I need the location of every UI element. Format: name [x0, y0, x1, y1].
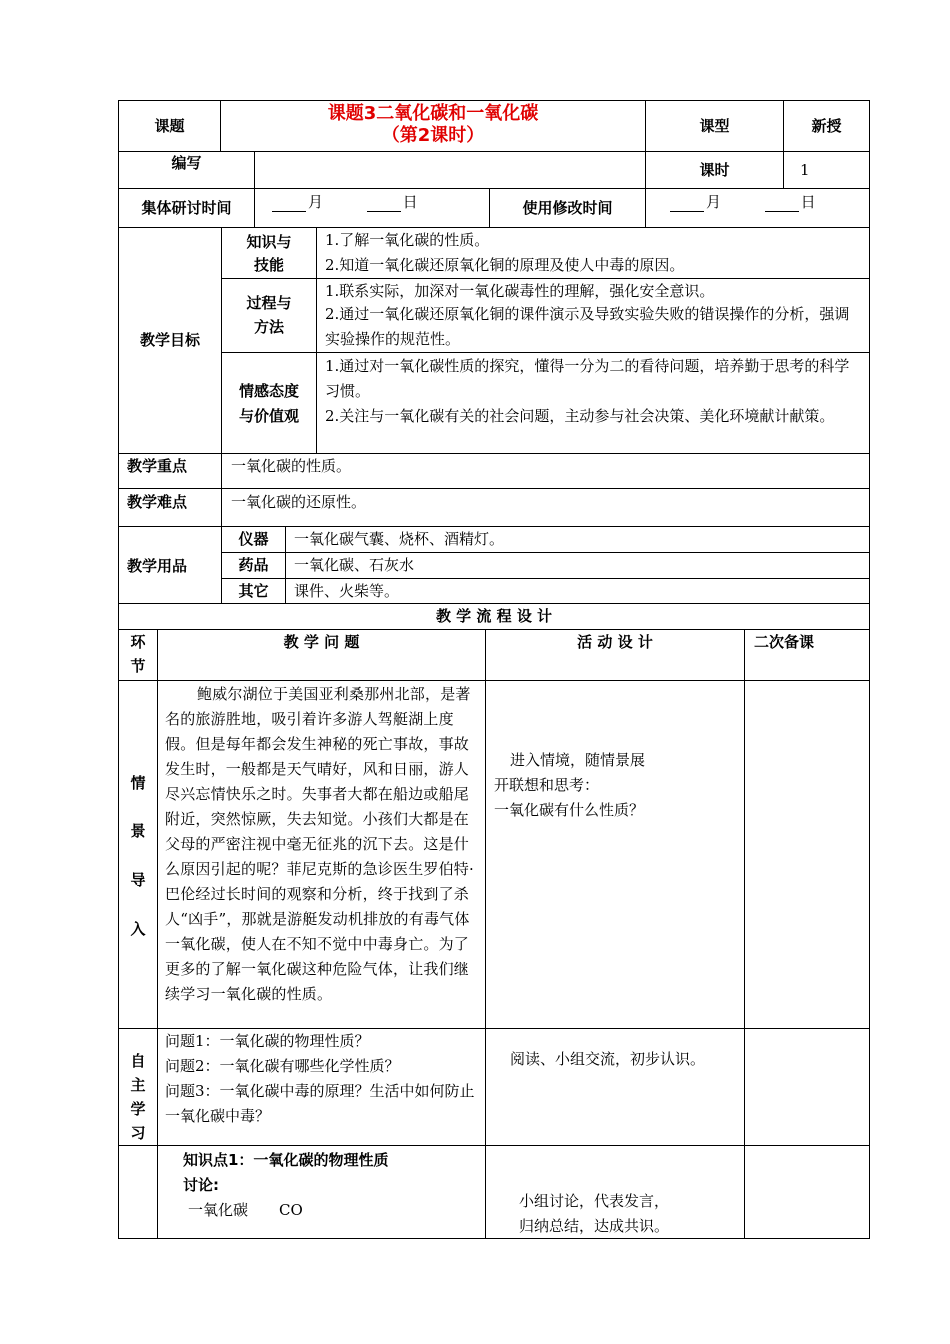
author-label: 编写	[171, 154, 202, 172]
other-value: 课件、火柴等。	[294, 582, 400, 600]
intro-story: 鲍威尔湖位于美国亚利桑那州北部，是著名的旅游胜地，吸引着许多游人驾艇湖上度假。但是每年都会发生神秘的死亡事故，事故发生时，一般都是天气晴好，风和日丽，游人尽兴忘情快乐之时。失事者大都在船边或船尾附近，突然惊厥，失去知觉。小孩们大都是在父母的严密注视中毫无征兆的沉下去。这是什么原因引起的呢？菲尼克斯的急诊医生罗伯特·巴伦经过长时间的观察和分析，终于找到了杀人“凶手”，那就是游艇发动机排放的有毒气体一氧化碳，使人在不知不觉中中毒身亡。为了更多的了解一氧化碳这种危险气体，让我们继续学习一氧化碳的性质。	[165, 685, 474, 1003]
research-date	[272, 192, 418, 212]
lesson-title: 课题3二氧化碳和一氧化碳	[327, 103, 539, 124]
instrument-label: 仪器	[238, 530, 269, 548]
knowledge-label: 知识与	[246, 233, 292, 251]
research-month: 月	[308, 193, 324, 211]
emotion-label-cell	[221, 352, 317, 454]
intro-char-4: 入	[130, 920, 146, 938]
kp1-activity-2: 归纳总结，达成共识。	[519, 1217, 670, 1235]
flow-col-second: 二次备课	[754, 633, 815, 651]
intro-second-cell	[744, 680, 870, 1029]
difficulty-label: 教学难点	[127, 493, 188, 511]
intro-activity-1: 进入情境，随情景展	[510, 751, 646, 769]
emotion-label-2: 与价值观	[238, 407, 299, 425]
hours-value: 1	[800, 161, 810, 179]
drug-label: 药品	[238, 556, 269, 574]
flow-col-question: 教 学 问 题	[283, 633, 360, 651]
modify-time-label: 使用修改时间	[522, 199, 613, 217]
type-label: 课型	[699, 117, 730, 135]
drug-value: 一氧化碳、石灰水	[294, 556, 415, 574]
self-char-3: 学	[130, 1100, 146, 1118]
topic-label: 课题	[154, 117, 185, 135]
self-activity-cell	[485, 1028, 745, 1146]
knowledge-label-2: 技能	[253, 256, 284, 274]
materials-label: 教学用品	[127, 557, 188, 575]
knowledge-item-1: 1.了解一氧化碳的性质。	[325, 231, 490, 249]
emotion-label: 情感态度	[238, 382, 299, 400]
modify-date	[670, 192, 816, 212]
keypoint-value: 一氧化碳的性质。	[231, 457, 352, 475]
flow-col-activity: 活 动 设 计	[577, 633, 653, 651]
goals-label: 教学目标	[139, 331, 200, 349]
process-item-1: 1.联系实际，加深对一氧化碳毒性的理解，强化安全意识。	[325, 282, 715, 300]
process-item-2: 2.通过一氧化碳还原氧化铜的课件演示及导致实验失败的错误操作的分析，强调实验操作的规范性。	[325, 305, 850, 348]
self-question-2: 问题2：一氧化碳有哪些化学性质？	[165, 1057, 400, 1075]
knowledge-item-2: 2.知道一氧化碳还原氧化铜的原理及使人中毒的原因。	[325, 256, 685, 274]
intro-char-2: 景	[130, 822, 146, 840]
self-activity: 阅读、小组交流，初步认识。	[510, 1050, 706, 1068]
self-char-1: 自	[130, 1052, 146, 1070]
research-time-label: 集体研讨时间	[141, 199, 232, 217]
intro-activity-2: 开联想和思考：	[494, 776, 600, 794]
lesson-period: （第2课时）	[381, 125, 485, 146]
intro-char-1: 情	[130, 774, 146, 792]
process-label: 过程与	[246, 294, 292, 312]
kp1-second-cell	[744, 1145, 870, 1239]
self-char-2: 主	[130, 1076, 146, 1094]
intro-char-3: 导	[130, 871, 146, 889]
difficulty-value: 一氧化碳的还原性。	[231, 493, 367, 511]
research-day: 日	[402, 193, 418, 211]
self-question-1: 问题1：一氧化碳的物理性质？	[165, 1032, 370, 1050]
modify-day: 日	[800, 193, 816, 211]
hours-label: 课时	[699, 161, 730, 179]
kp1-activity-1: 小组讨论，代表发言，	[519, 1192, 670, 1210]
author-value-cell	[254, 151, 646, 189]
intro-section-cell	[118, 680, 158, 1029]
intro-activity-3: 一氧化碳有什么性质？	[494, 801, 645, 819]
self-second-cell	[744, 1028, 870, 1146]
self-question-3: 问题3：一氧化碳中毒的原理？生活中如何防止一氧化碳中毒？	[165, 1082, 475, 1125]
keypoint-label: 教学重点	[127, 457, 188, 475]
kp1-formula: CO	[279, 1201, 303, 1219]
kp1-discuss: 讨论:	[183, 1176, 219, 1194]
kp1-name: 一氧化碳	[188, 1201, 249, 1219]
kp1-section-cell	[118, 1145, 158, 1239]
emotion-item-2: 2.关注与一氧化碳有关的社会问题，主动参与社会决策、美化环境献计献策。	[325, 407, 835, 425]
flow-title: 教 学 流 程 设 计	[435, 607, 553, 625]
other-label: 其它	[238, 582, 269, 600]
flow-col-section-2: 节	[130, 657, 146, 675]
emotion-item-1: 1.通过对一氧化碳性质的探究，懂得一分为二的看待问题，培养勤于思考的科学习惯。	[325, 357, 850, 400]
hours-value-cell	[783, 151, 870, 189]
flow-col-section: 环	[130, 633, 146, 651]
intro-activity-cell	[485, 680, 745, 1029]
kp1-title: 知识点1：一氧化碳的物理性质	[183, 1151, 389, 1169]
process-label-2: 方法	[253, 318, 284, 336]
type-value: 新授	[811, 117, 842, 135]
self-char-4: 习	[130, 1124, 146, 1142]
modify-month: 月	[706, 193, 722, 211]
instrument-value: 一氧化碳气囊、烧杯、酒精灯。	[294, 530, 505, 548]
